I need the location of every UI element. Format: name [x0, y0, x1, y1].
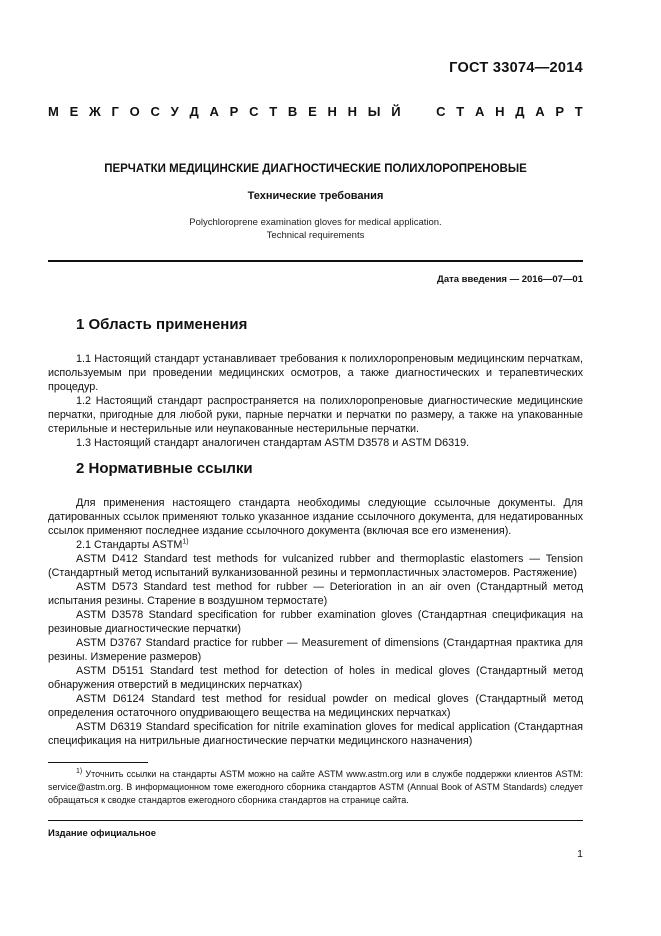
- paragraph-1-1: 1.1 Настоящий стандарт устанавливает требования к полихлоропреновым медицинским перчаткам, используемым при проведении медицинских осмотров, а также диагностических и терапевтических процедур.: [48, 353, 583, 393]
- subsection-label: 2.1 Стандарты ASTM: [76, 539, 183, 551]
- heading-letter: Ы: [367, 104, 381, 119]
- paragraph-2-intro: Для применения настоящего стандарта необходимы следующие ссылочные документы. Для датированных ссылок применяют только указанное издание ссылочного документа, для недатированных ссылок применяют последнее издание ссылочного документа (включая все его изменения).: [48, 497, 583, 537]
- word-gap: [411, 104, 425, 119]
- footnote-ref: 1): [182, 538, 189, 546]
- heading-letter: Е: [308, 104, 317, 119]
- paragraph-1-2: 1.2 Настоящий стандарт распространяется на полихлоропреновые диагностические медицинские перчатки, пригодные для любой руки, парные перчатки и перчатки по размеру, а также на упакованные стерильные и нестерильные или неупакованные нестерильные перчатки.: [48, 395, 583, 435]
- reference-item: ASTM D573 Standard test method for rubber — Deterioration in an air oven (Стандартный метод испытания резины. Старение в воздушном термостате): [48, 581, 583, 607]
- heading-letter: О: [129, 104, 140, 119]
- document-title: ПЕРЧАТКИ МЕДИЦИНСКИЕ ДИАГНОСТИЧЕСКИЕ ПОЛИХЛОРОПРЕНОВЫЕ: [104, 163, 527, 175]
- footnote: [48, 768, 583, 807]
- document-subtitle: Технические требования: [247, 190, 384, 202]
- heading-letter: В: [287, 104, 298, 119]
- section-1-heading: 1 Область применения: [76, 316, 248, 333]
- heading-letter: Т: [456, 104, 465, 119]
- heading-letter: Н: [327, 104, 337, 119]
- heading-letter: Д: [515, 104, 525, 119]
- section-2-heading: 2 Нормативные ссылки: [76, 460, 253, 477]
- paragraph-1-3: 1.3 Настоящий стандарт аналогичен стандартам ASTM D3578 и ASTM D6319.: [76, 437, 470, 449]
- heading-letter: Д: [189, 104, 199, 119]
- footnote-mark: 1): [76, 768, 83, 775]
- reference-item: ASTM D5151 Standard test method for detection of holes in medical gloves (Стандартный метод обнаружения отверстий в медицинских перчатках): [48, 665, 583, 691]
- heading-letter: М: [48, 104, 59, 119]
- reference-item: ASTM D412 Standard test methods for vulcanized rubber and thermoplastic elastomers — Tension (Стандартный метод испытаний вулканизованной резины и термопластичных эластомеров. Растяжение): [48, 553, 583, 579]
- interstate-standard-heading: [48, 104, 583, 119]
- heading-letter: Т: [269, 104, 278, 119]
- heading-letter: А: [209, 104, 219, 119]
- official-edition-label: Издание официальное: [48, 828, 156, 839]
- heading-letter: Н: [495, 104, 505, 119]
- english-title-line: Polychloroprene examination gloves for medical application.: [189, 217, 442, 228]
- heading-letter: Г: [111, 104, 119, 119]
- heading-letter: А: [474, 104, 485, 119]
- english-title-line: Technical requirements: [266, 230, 365, 241]
- footnote-text: Уточнить ссылки на стандарты ASTM можно на сайте ASTM www.astm.org или в службе поддержки клиентов ASTM: service@astm.org. В информационном томе ежегодного сборника стандартов ASTM (Annual Book of ASTM Standards) следует обращаться к сводке стандартов ежегодного сборника стандартов на странице сайта.: [48, 769, 583, 805]
- introduction-date: Дата введения — 2016—07—01: [437, 274, 583, 285]
- english-title: [48, 216, 583, 242]
- heading-letter: Е: [69, 104, 79, 119]
- heading-letter: У: [170, 104, 179, 119]
- heading-letter: Й: [391, 104, 401, 119]
- heading-letter: С: [249, 104, 259, 119]
- heading-letter: Н: [347, 104, 358, 119]
- heading-letter: Р: [229, 104, 239, 119]
- heading-letter: А: [535, 104, 545, 119]
- reference-item: ASTM D6124 Standard test method for residual powder on medical gloves (Стандартный метод определения остаточного опудривающего вещества на медицинских перчатках): [48, 693, 583, 719]
- header-divider: [48, 260, 583, 262]
- heading-letter: С: [150, 104, 160, 119]
- reference-item: ASTM D3578 Standard specification for rubber examination gloves (Стандартная спецификация на резиновые диагностические перчатки): [48, 609, 583, 635]
- gost-number: ГОСТ 33074—2014: [449, 60, 583, 76]
- paragraph-2-1: [48, 538, 583, 552]
- heading-letter: Р: [555, 104, 565, 119]
- heading-letter: Ж: [89, 104, 101, 119]
- heading-letter: С: [436, 104, 446, 119]
- document-body: [48, 318, 583, 748]
- footnote-divider: [48, 762, 148, 763]
- footer-divider: [48, 820, 583, 821]
- heading-letter: Т: [574, 104, 583, 119]
- reference-item: ASTM D3767 Standard practice for rubber — Measurement of dimensions (Стандартная практика для резины. Измерение размеров): [48, 637, 583, 663]
- page-number: 1: [577, 848, 583, 860]
- reference-item: ASTM D6319 Standard specification for nitrile examination gloves for medical application (Стандартная спецификация на нитрильные диагностические перчатки медицинского назначения): [48, 721, 583, 747]
